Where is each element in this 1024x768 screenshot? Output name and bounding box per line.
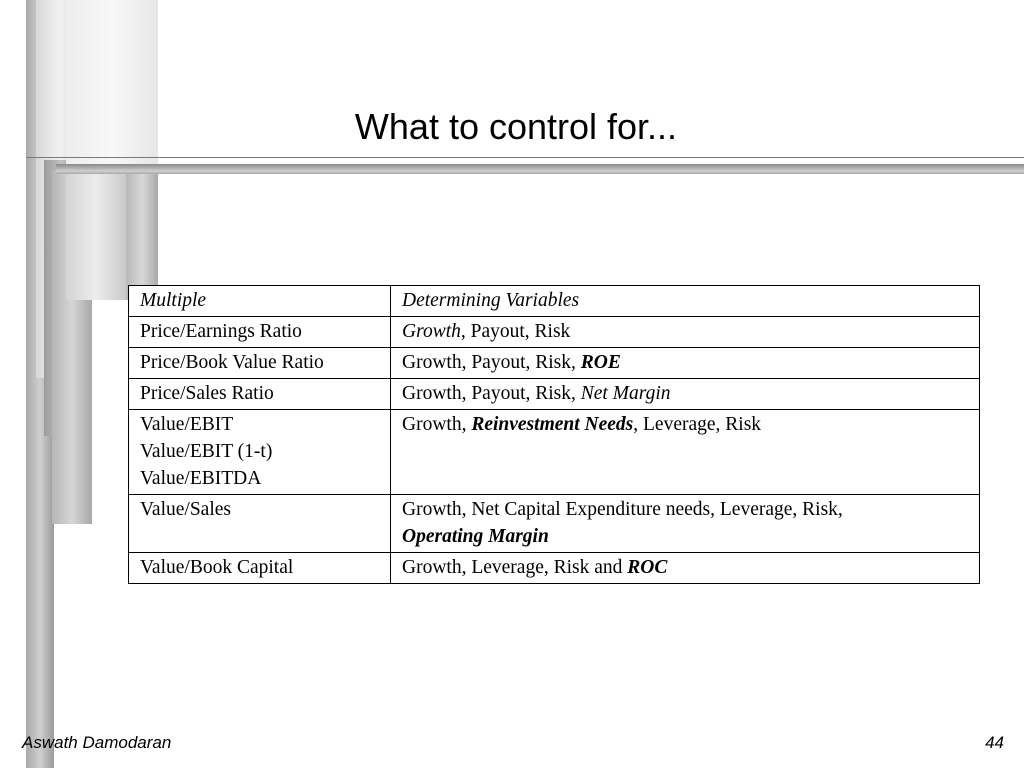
multiple-name: Value/Book Capital <box>140 557 294 578</box>
variable-text: Growth, Net Capital Expenditure needs, Leverage, Risk, <box>402 499 843 520</box>
table-row <box>129 410 980 495</box>
emphasized-variable: Reinvestment Needs <box>471 414 634 435</box>
emphasized-variable: Operating Margin <box>402 526 549 547</box>
multiple-name: Value/EBIT <box>140 414 234 435</box>
footer-author: Aswath Damodaran <box>22 733 172 752</box>
multiple-name: Value/EBITDA <box>140 468 262 489</box>
variables-line <box>402 496 969 523</box>
variable-text: , Payout, Risk <box>460 321 571 342</box>
multiple-cell <box>129 348 391 379</box>
variables-cell <box>391 553 980 584</box>
variable-text: , Leverage, Risk <box>633 414 762 435</box>
emphasized-variable: Growth <box>402 321 461 342</box>
emphasized-variable: ROC <box>627 557 668 578</box>
variables-cell <box>391 317 980 348</box>
table-row <box>129 379 980 410</box>
variables-cell <box>391 379 980 410</box>
table-row <box>129 317 980 348</box>
header-multiple: Multiple <box>129 286 391 317</box>
variable-text: Growth, Leverage, Risk and <box>402 557 628 578</box>
header-determining-variables: Determining Variables <box>391 286 980 317</box>
table-row <box>129 495 980 553</box>
slide-title: What to control for... <box>354 106 678 147</box>
emphasized-variable: ROE <box>580 352 621 373</box>
multiple-name: Value/EBIT (1-t) <box>140 441 273 462</box>
multiple-cell <box>129 495 391 553</box>
title-divider-thin <box>26 157 1024 158</box>
variables-cell <box>391 495 980 553</box>
multiple-name: Value/Sales <box>140 499 231 520</box>
multiple-name: Price/Earnings Ratio <box>140 321 302 342</box>
variables-line <box>402 411 969 438</box>
variables-line <box>402 554 969 581</box>
table-row <box>129 553 980 584</box>
title-divider-thick <box>56 164 1024 174</box>
multiple-cell <box>129 379 391 410</box>
multiple-name: Price/Book Value Ratio <box>140 352 324 373</box>
decorative-bar <box>66 170 126 300</box>
determining-variables-table <box>128 285 980 584</box>
table-body <box>129 317 980 584</box>
variables-cell <box>391 348 980 379</box>
decorative-bar <box>126 170 158 300</box>
variable-text: Growth, Payout, Risk, <box>402 352 581 373</box>
page-number: 44 <box>985 733 1004 752</box>
variables-line <box>402 318 969 345</box>
multiple-cell <box>129 410 391 495</box>
variables-cell <box>391 410 980 495</box>
table-row <box>129 348 980 379</box>
variables-line <box>402 523 969 550</box>
multiple-cell <box>129 553 391 584</box>
multiple-cell <box>129 317 391 348</box>
variable-text: Growth, <box>402 414 472 435</box>
table-header-row <box>129 286 980 317</box>
variable-text: Growth, Payout, Risk, <box>402 383 581 404</box>
variables-line <box>402 349 969 376</box>
variables-line <box>402 380 969 407</box>
emphasized-variable: Net Margin <box>580 383 671 404</box>
multiple-name: Price/Sales Ratio <box>140 383 274 404</box>
